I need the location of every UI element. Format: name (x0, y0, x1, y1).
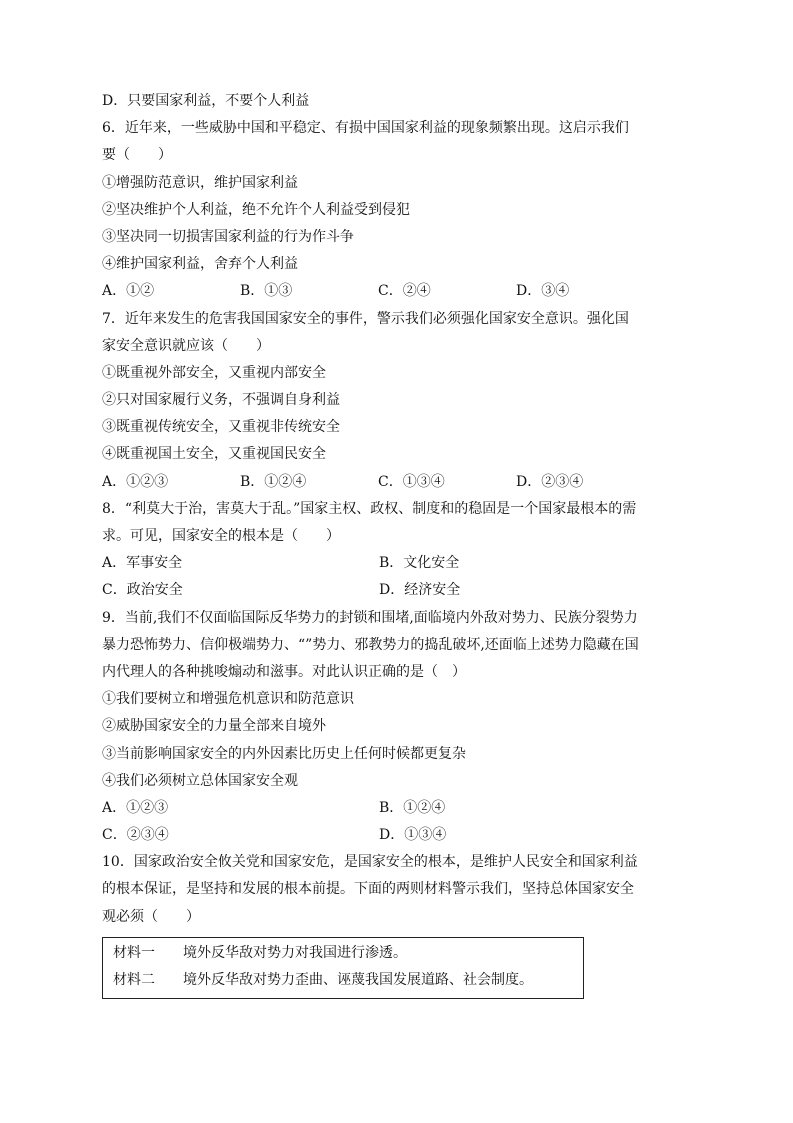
material-row-1 (113, 940, 583, 967)
q8-option-a: A．军事安全 (102, 555, 183, 572)
q6-stem-line-2: 要（ ） (102, 147, 172, 164)
material-text-1: 境外反华敌对势力对我国进行渗透。 (183, 944, 407, 961)
material-label-1: 材料一 (113, 944, 155, 961)
question-8 (102, 496, 702, 605)
q9-stem-line-3: 内代理人的各种挑唆煽动和滋事。对此认识正确的是（ ） (102, 663, 466, 680)
material-row-2 (113, 967, 583, 994)
q10-stem-line-2: 的根本保证，是坚持和发展的根本前提。下面的两则材料警示我们，坚持总体国家安全 (102, 881, 634, 898)
q8-options-row-1 (102, 550, 702, 577)
q7-option-b: B．①②④ (240, 473, 307, 490)
q8-option-c: C．政治安全 (102, 582, 183, 599)
q7-item-2: ②只对国家履行义务，不强调自身利益 (102, 392, 340, 409)
q7-item-3: ③既重视传统安全，又重视非传统安全 (102, 419, 340, 436)
q6-stem-line-1: 6．近年来，一些威胁中国和平稳定、有损中国国家利益的现象频繁出现。这启示我们 (102, 120, 629, 137)
q6-option-d: D．③④ (516, 283, 570, 300)
q7-option-c: C．①③④ (378, 473, 445, 490)
question-9 (102, 605, 702, 850)
material-box (102, 937, 584, 999)
q6-options (102, 278, 702, 305)
q9-options-row-1 (102, 795, 702, 822)
q6-item-3: ③坚决同一切损害国家利益的行为作斗争 (102, 228, 354, 245)
q7-stem-line-2: 家安全意识就应该（ ） (102, 337, 270, 354)
q7-option-a: A．①②③ (102, 473, 169, 490)
q6-item-4: ④维护国家利益，舍弃个人利益 (102, 256, 298, 273)
q9-item-3: ③当前影响国家安全的内外因素比历史上任何时候都更复杂 (102, 745, 466, 762)
q8-option-b: B．文化安全 (379, 555, 460, 572)
q6-option-a: A．①② (102, 283, 155, 300)
q6-item-1: ①增强防范意识，维护国家利益 (102, 174, 298, 191)
q8-stem-line-2: 求。可见，国家安全的根本是（ ） (102, 528, 340, 544)
q7-item-4: ④既重视国土安全，又重视国民安全 (102, 446, 326, 463)
q9-option-b: B．①②④ (379, 799, 446, 816)
q10-stem-line-3: 观必须（ ） (102, 908, 200, 925)
q9-option-c: C．②③④ (102, 827, 169, 844)
q9-item-2: ②威胁国家安全的力量全部来自境外 (102, 718, 326, 735)
q8-option-d: D．经济安全 (379, 582, 461, 599)
q9-options-row-2 (102, 822, 702, 849)
question-7 (102, 306, 702, 496)
q7-option-d: D．②③④ (516, 473, 584, 490)
q6-option-c: C．②④ (378, 283, 431, 300)
question-10 (102, 849, 702, 999)
q9-stem-line-1: 9．当前,我们不仅面临国际反华势力的封锁和围堵,面临境内外敌对势力、民族分裂势力 (102, 609, 638, 626)
q6-item-2: ②坚决维护个人利益，绝不允许个人利益受到侵犯 (102, 201, 410, 218)
q5-option-d: D．只要国家利益，不要个人利益 (102, 93, 310, 109)
q9-option-a: A．①②③ (102, 799, 169, 816)
q9-item-4: ④我们必须树立总体国家安全观 (102, 772, 298, 789)
material-text-2: 境外反华敌对势力歪曲、诬蔑我国发展道路、社会制度。 (183, 972, 533, 988)
q9-item-1: ①我们要树立和增强危机意识和防范意识 (102, 691, 354, 708)
q9-option-d: D．①③④ (379, 827, 447, 844)
q6-option-b: B．①③ (240, 283, 293, 300)
q10-stem-line-1: 10．国家政治安全攸关党和国家安危，是国家安全的根本，是维护人民安全和国家利益 (102, 854, 638, 871)
q7-item-1: ①既重视外部安全，又重视内部安全 (102, 364, 326, 381)
q8-options-row-2 (102, 577, 702, 604)
material-label-2: 材料二 (113, 972, 155, 988)
question-6 (102, 115, 702, 305)
q9-stem-line-2: 暴力恐怖势力、信仰极端势力、“”势力、邪教势力的捣乱破坏,还面临上述势力隐藏在国 (102, 636, 639, 653)
q7-stem-line-1: 7．近年来发生的危害我国国家安全的事件，警示我们必须强化国家安全意识。强化国 (102, 310, 629, 327)
q7-options (102, 469, 702, 496)
q8-stem-line-1: 8．“利莫大于治，害莫大于乱。”国家主权、政权、制度和的稳固是一个国家最根本的需 (102, 500, 637, 517)
exam-page (102, 88, 702, 999)
